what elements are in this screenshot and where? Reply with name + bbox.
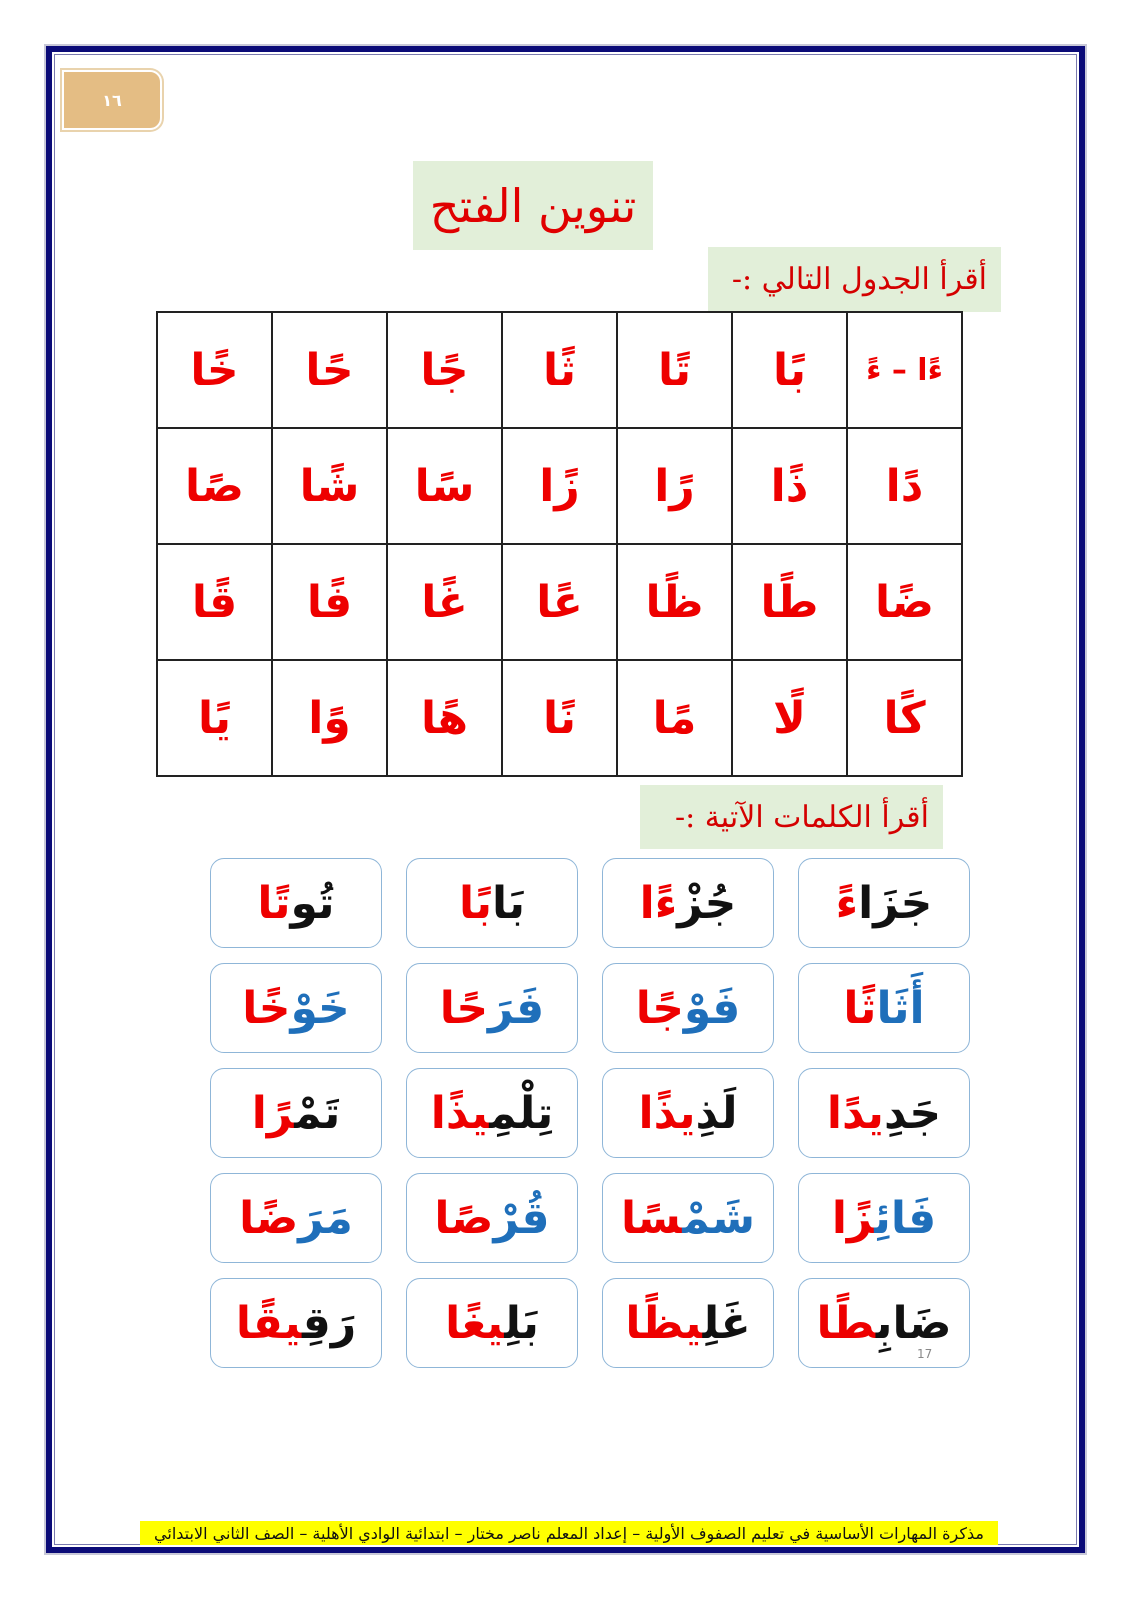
word-text xyxy=(640,878,737,929)
word-segment: فَرَ xyxy=(488,982,545,1034)
word-text xyxy=(621,1193,755,1244)
letter-cell: ءًا – ءً xyxy=(847,312,962,428)
word-segment: تَمْ xyxy=(294,1087,341,1139)
letter-cell: قًا xyxy=(157,544,272,660)
letter-cell: دًا xyxy=(847,428,962,544)
word-card xyxy=(210,1068,382,1158)
footer-credit: مذكرة المهارات الأساسية في تعليم الصفوف الأولية – إعداد المعلم ناصر مختار – ابتدائية الوادي الأهلية – الصف الثاني الابتدائي xyxy=(140,1521,998,1545)
word-text xyxy=(239,1193,353,1244)
word-text xyxy=(832,1193,936,1244)
word-card xyxy=(798,1278,970,1368)
word-card xyxy=(210,963,382,1053)
word-text xyxy=(639,1088,738,1139)
word-text xyxy=(440,983,544,1034)
letter-cell: زًا xyxy=(502,428,617,544)
instruction-read-table: أقرأ الجدول التالي :- xyxy=(708,247,1001,312)
word-text xyxy=(459,878,525,929)
word-segment: بَلِ xyxy=(504,1297,539,1349)
word-segment: شَمْ xyxy=(682,1192,756,1244)
word-segment: حًا xyxy=(439,982,489,1034)
word-text xyxy=(843,983,924,1034)
word-segment: جًا xyxy=(635,982,684,1034)
word-card xyxy=(406,1068,578,1158)
word-card xyxy=(602,858,774,948)
word-text xyxy=(252,1088,340,1139)
page-number-badge: ١٦ xyxy=(62,70,162,130)
word-segment: زًا xyxy=(831,1192,875,1244)
word-segment: فَوْ xyxy=(683,982,741,1034)
word-segment: ءً xyxy=(835,877,859,929)
word-segment: خَوْ xyxy=(290,982,350,1034)
word-segment: يدًا xyxy=(826,1087,884,1139)
word-card xyxy=(798,858,970,948)
instruction-read-words: أقرأ الكلمات الآتية :- xyxy=(640,785,943,849)
word-segment: جَزَا xyxy=(858,877,933,929)
letter-cell: نًا xyxy=(502,660,617,776)
word-segment: تُو xyxy=(290,877,335,929)
word-card xyxy=(602,1278,774,1368)
letter-cell: سًا xyxy=(387,428,502,544)
word-segment: جُزْ xyxy=(677,877,737,929)
letter-cell: غًا xyxy=(387,544,502,660)
word-segment: جَدِ xyxy=(883,1087,942,1139)
word-segment: أَ xyxy=(909,982,925,1034)
letter-cell: ضًا xyxy=(847,544,962,660)
word-text xyxy=(827,1088,941,1139)
letter-cell: شًا xyxy=(272,428,387,544)
letter-cell: مًا xyxy=(617,660,732,776)
letter-cell: لًا xyxy=(732,660,847,776)
word-card xyxy=(210,1278,382,1368)
word-text xyxy=(431,1088,553,1139)
letter-cell: جًا xyxy=(387,312,502,428)
word-segment: سًا xyxy=(620,1192,683,1244)
word-text xyxy=(636,983,741,1034)
letter-row xyxy=(157,428,962,544)
letter-cell: ذًا xyxy=(732,428,847,544)
letter-cell: بًا xyxy=(732,312,847,428)
letter-cell: حًا xyxy=(272,312,387,428)
word-segment: صًا xyxy=(434,1192,494,1244)
tanween-letter-table xyxy=(156,311,963,777)
word-text xyxy=(836,878,933,929)
letter-cell: وًا xyxy=(272,660,387,776)
word-segment: ثَا xyxy=(876,982,910,1034)
word-card xyxy=(210,858,382,948)
word-segment: بًا xyxy=(458,877,492,929)
word-segment: غَلِ xyxy=(702,1297,751,1349)
word-segment: تِلْمِ xyxy=(489,1087,554,1139)
word-text xyxy=(257,878,334,929)
word-card xyxy=(210,1173,382,1263)
word-card-grid xyxy=(208,858,970,1368)
letter-cell: صًا xyxy=(157,428,272,544)
letter-cell: فًا xyxy=(272,544,387,660)
letter-cell: عًا xyxy=(502,544,617,660)
page-title: تنوين الفتح xyxy=(413,161,653,250)
word-segment: تًا xyxy=(257,877,291,929)
word-segment: رَقِ xyxy=(302,1297,357,1349)
word-text xyxy=(434,1193,549,1244)
word-segment: يظًا xyxy=(625,1297,703,1349)
word-card xyxy=(798,963,970,1053)
word-segment: يقًا xyxy=(235,1297,303,1349)
word-text xyxy=(625,1298,750,1349)
word-card xyxy=(602,963,774,1053)
word-text xyxy=(236,1298,356,1349)
word-card xyxy=(406,1173,578,1263)
letter-cell: ثًا xyxy=(502,312,617,428)
word-card xyxy=(798,1173,970,1263)
word-card xyxy=(406,963,578,1053)
word-segment: ضًا xyxy=(239,1192,299,1244)
word-segment: طًا xyxy=(816,1297,876,1349)
letter-cell: خًا xyxy=(157,312,272,428)
letter-cell: يًا xyxy=(157,660,272,776)
letter-cell: طًا xyxy=(732,544,847,660)
word-segment: بَا xyxy=(492,877,526,929)
word-segment: خًا xyxy=(242,982,291,1034)
word-card xyxy=(602,1068,774,1158)
word-card xyxy=(602,1173,774,1263)
card-tag-number: 17 xyxy=(917,1347,933,1361)
word-card xyxy=(406,858,578,948)
word-segment: يغًا xyxy=(445,1297,505,1349)
word-segment: ضَابِ xyxy=(875,1297,952,1349)
word-text xyxy=(445,1298,539,1349)
letter-cell: هًا xyxy=(387,660,502,776)
word-segment: قُرْ xyxy=(493,1192,550,1244)
word-segment: لَذِ xyxy=(695,1087,738,1139)
word-segment: يذًا xyxy=(430,1087,490,1139)
word-text xyxy=(242,983,350,1034)
letter-row xyxy=(157,312,962,428)
letter-cell: ظًا xyxy=(617,544,732,660)
letter-cell: رًا xyxy=(617,428,732,544)
word-card xyxy=(798,1068,970,1158)
word-segment: فَائِ xyxy=(874,1192,937,1244)
letter-cell: تًا xyxy=(617,312,732,428)
letter-cell: كًا xyxy=(847,660,962,776)
word-segment: رًا xyxy=(251,1087,295,1139)
word-segment: ءًا xyxy=(639,877,678,929)
word-segment: يذًا xyxy=(638,1087,696,1139)
letter-row xyxy=(157,660,962,776)
letter-row xyxy=(157,544,962,660)
word-text xyxy=(817,1298,952,1349)
word-card xyxy=(406,1278,578,1368)
word-segment: مَرَ xyxy=(298,1192,353,1244)
word-segment: ثًا xyxy=(843,982,877,1034)
